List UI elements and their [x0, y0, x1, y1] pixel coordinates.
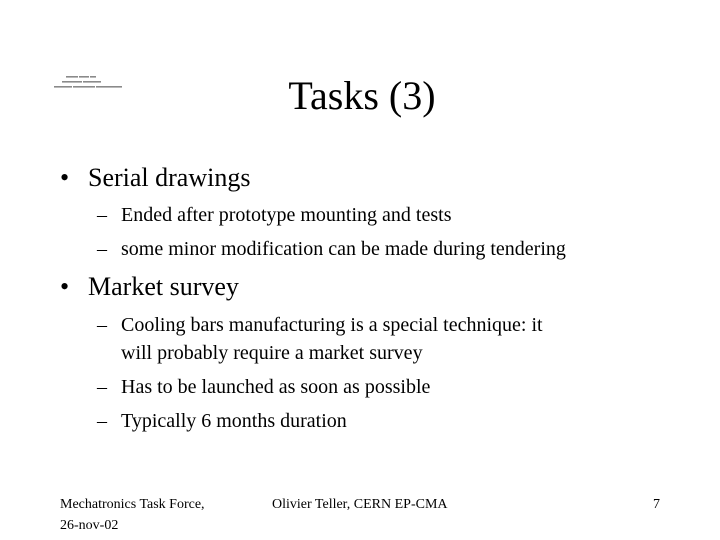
- bullet-text: Market survey: [88, 272, 239, 301]
- sub-bullet-text: Typically 6 months duration: [121, 410, 347, 432]
- sub-bullet-text-line-1: Cooling bars manufacturing is a special technique: it: [121, 314, 543, 336]
- footer-author: Olivier Teller, CERN EP-CMA: [272, 497, 448, 512]
- slide-title: Tasks (3): [288, 73, 436, 118]
- dash-marker: –: [97, 314, 107, 336]
- dash-marker: –: [97, 376, 107, 398]
- bullet-text: Serial drawings: [88, 163, 251, 192]
- sub-bullet-text: some minor modification can be made during tendering: [121, 238, 566, 260]
- bullet-marker: •: [60, 163, 70, 192]
- sub-bullet-text-line-2: will probably require a market survey: [121, 342, 423, 364]
- dash-marker: –: [97, 410, 107, 432]
- dash-marker: –: [97, 204, 107, 226]
- footer-left: [60, 494, 250, 536]
- dash-marker: –: [97, 238, 107, 260]
- page-number: 7: [653, 497, 660, 512]
- sub-bullet-text: Has to be launched as soon as possible: [121, 376, 431, 398]
- footer-date: 26-nov-02: [60, 518, 119, 533]
- bullet-marker: •: [60, 272, 70, 301]
- sub-bullet-text: Ended after prototype mounting and tests: [121, 204, 452, 226]
- footer-event: Mechatronics Task Force,: [60, 497, 205, 512]
